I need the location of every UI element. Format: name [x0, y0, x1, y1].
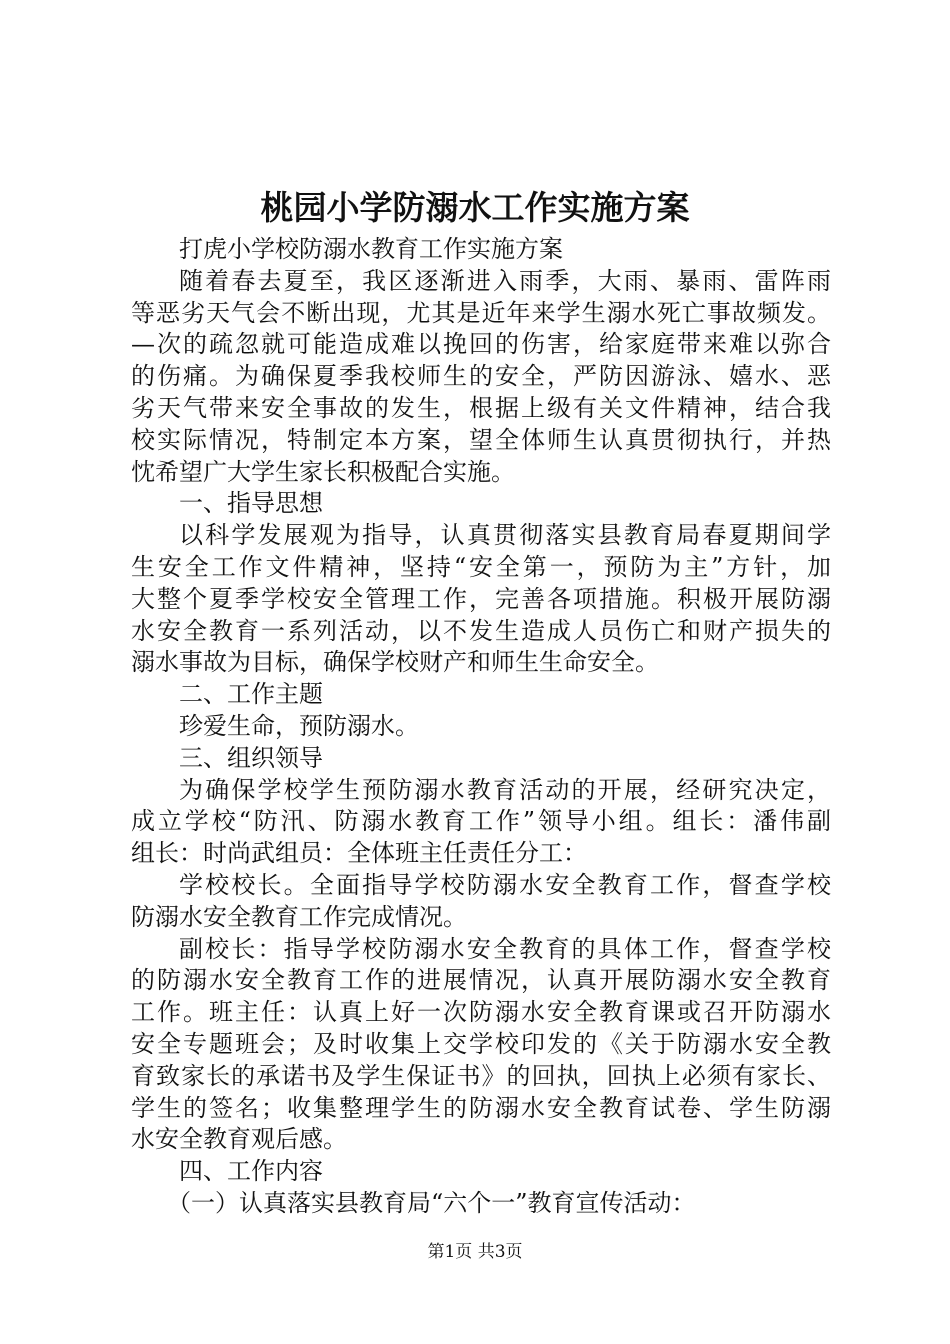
section-heading: 四、工作内容 — [179, 1157, 323, 1186]
document-body — [131, 234, 831, 1220]
paragraph-line: 水安全教育观后感。 — [131, 1125, 347, 1154]
paragraph-line: 为确保学校学生预防溺水教育活动的开展，经研究决定， — [179, 775, 831, 804]
section-heading: 三、组织领导 — [179, 743, 323, 772]
paragraph-line: 劣天气带来安全事故的发生，根据上级有关文件精神，结合我 — [131, 393, 831, 422]
paragraph-line: 育致家长的承诺书及学生保证书》的回执，回执上必须有家长、 — [131, 1061, 831, 1090]
subtitle-line: 打虎小学校防溺水教育工作实施方案 — [179, 235, 563, 263]
section-heading: 二、工作主题 — [179, 680, 323, 709]
section-heading: 一、指导思想 — [179, 489, 323, 518]
page-footer: 第1页 共3页 — [427, 1242, 523, 1262]
paragraph-line: 成立学校“防汛、防溺水教育工作”领导小组。组长：潘伟副 — [131, 807, 831, 836]
paragraph-line: 随着春去夏至，我区逐渐进入雨季，大雨、暴雨、雷阵雨 — [179, 266, 831, 295]
paragraph-line: 学生的签名；收集整理学生的防溺水安全教育试卷、学生防溺 — [131, 1093, 831, 1122]
paragraph-line: 以科学发展观为指导，认真贯彻落实县教育局春夏期间学 — [179, 521, 831, 550]
paragraph-line: 等恶劣天气会不断出现，尤其是近年来学生溺水死亡事故频发。 — [131, 298, 831, 327]
paragraph-line: 防溺水安全教育工作完成情况。 — [131, 902, 467, 931]
paragraph-line: 水安全教育一系列活动，以不发生造成人员伤亡和财产损失的 — [131, 616, 831, 645]
paragraph-line: 工作。班主任：认真上好一次防溺水安全教育课或召开防溺水 — [131, 998, 831, 1027]
paragraph-line: 忱希望广大学生家长积极配合实施。 — [131, 457, 515, 486]
paragraph-line: 的伤痛。为确保夏季我校师生的安全，严防因游泳、嬉水、恶 — [131, 362, 831, 391]
subsection-heading: （一）认真落实县教育局“六个一”教育宣传活动： — [167, 1188, 696, 1217]
paragraph-line: 校实际情况，特制定本方案，望全体师生认真贯彻执行，并热 — [131, 425, 831, 454]
paragraph-line: 溺水事故为目标，确保学校财产和师生生命安全。 — [131, 648, 659, 677]
paragraph-line: 组长：时尚武组员：全体班主任责任分工： — [131, 839, 587, 868]
paragraph-line: —次的疏忽就可能造成难以挽回的伤害，给家庭带来难以弥合 — [131, 330, 831, 359]
paragraph-line: 生安全工作文件精神，坚持“安全第一，预防为主”方针，加 — [131, 552, 831, 581]
paragraph-line: 学校校长。全面指导学校防溺水安全教育工作，督查学校 — [179, 870, 831, 899]
paragraph-line: 大整个夏季学校安全管理工作，完善各项措施。积极开展防溺 — [131, 584, 831, 613]
paragraph-line: 的防溺水安全教育工作的进展情况，认真开展防溺水安全教育 — [131, 966, 831, 995]
paragraph-line: 珍爱生命，预防溺水。 — [179, 711, 419, 740]
paragraph-line: 副校长：指导学校防溺水安全教育的具体工作，督查学校 — [179, 934, 831, 963]
document-title: 桃园小学防溺水工作实施方案 — [260, 188, 690, 227]
paragraph-line: 安全专题班会；及时收集上交学校印发的《关于防溺水安全教 — [131, 1029, 831, 1058]
